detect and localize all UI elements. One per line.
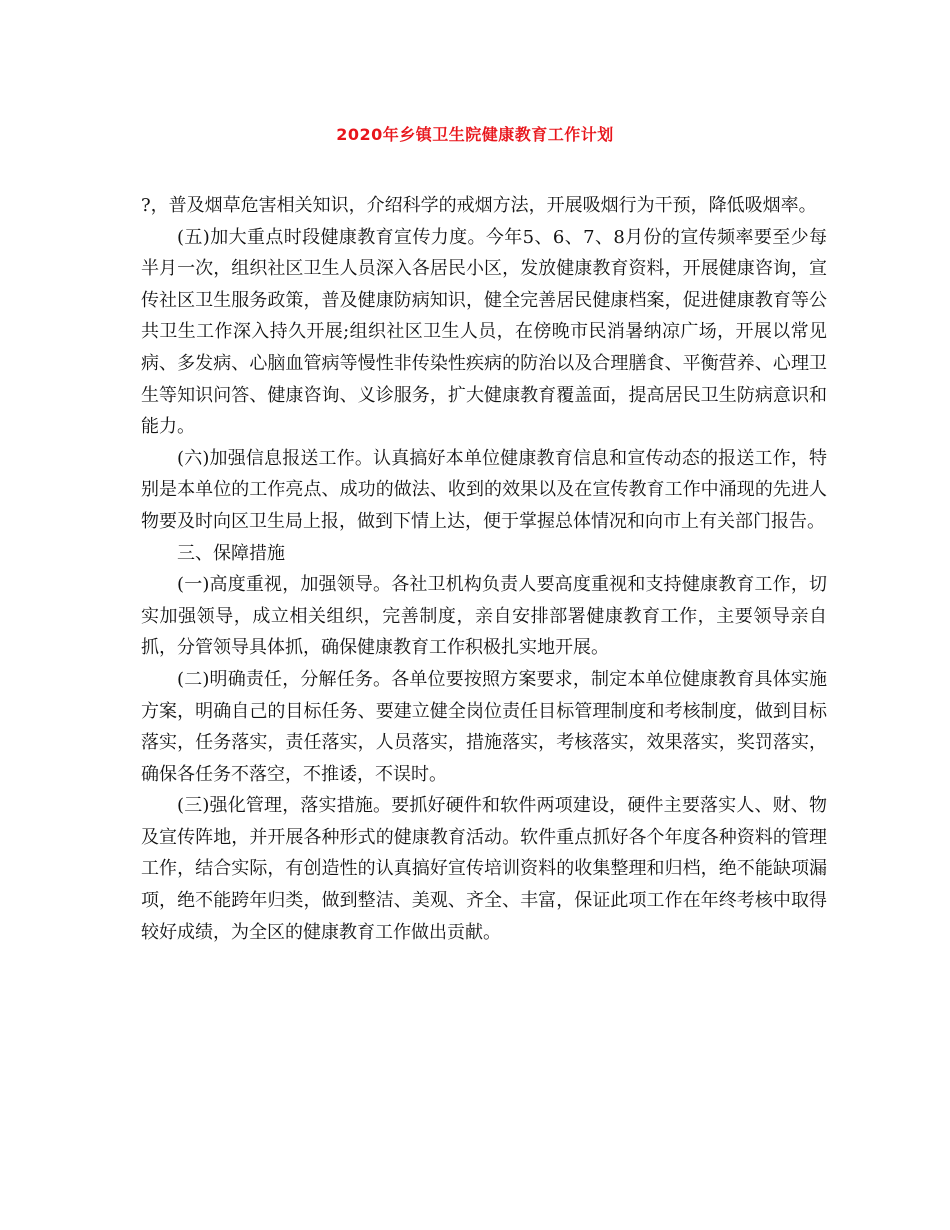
document-body [141, 190, 827, 948]
paragraph-information-reporting: (六)加强信息报送工作。认真搞好本单位健康教育信息和宣传动态的报送工作，特别是本单位的工作亮点、成功的做法、收到的效果以及在宣传教育工作中涌现的先进人物要及时向区卫生局上报，做到下情上达，便于掌握总体情况和向市上有关部门报告。 [141, 447, 827, 532]
section-heading-safeguards: 三、保障措施 [177, 542, 285, 564]
paragraph-management: (三)强化管理，落实措施。要抓好硬件和软件两项建设，硬件主要落实人、财、物及宣传阵地，并开展各种形式的健康教育活动。软件重点抓好各个年度各种资料的管理工作，结合实际，有创造性的认真搞好宣传培训资料的收集整理和归档，绝不能缺项漏项，绝不能跨年归类，做到整洁、美观、齐全、丰富，保证此项工作在年终考核中取得较好成绩，为全区的健康教育工作做出贡献。 [141, 795, 827, 943]
document-title: 2020年乡镇卫生院健康教育工作计划 [336, 125, 614, 144]
paragraph-smoking-continuation: ?，普及烟草危害相关知识，介绍科学的戒烟方法，开展吸烟行为干预，降低吸烟率。 [141, 195, 817, 216]
paragraph-key-period-publicity: (五)加大重点时段健康教育宣传力度。今年5、6、7、8月份的宣传频率要至少每半月一次，组织社区卫生人员深入各居民小区，发放健康教育资料，开展健康咨询，宣传社区卫生服务政策，普及健康防病知识，健全完善居民健康档案，促进健康教育等公共卫生工作深入持久开展;组织社区卫生人员，在傍晚市民消暑纳凉广场，开展以常见病、多发病、心脑血管病等慢性非传染性疾病的防治以及合理膳食、平衡营养、心理卫生等知识问答、健康咨询、义诊服务，扩大健康教育覆盖面，提高居民卫生防病意识和能力。 [141, 226, 827, 438]
paragraph-leadership: (一)高度重视，加强领导。各社卫机构负责人要高度重视和支持健康教育工作，切实加强领导，成立相关组织，完善制度，亲自安排部署健康教育工作，主要领导亲自抓，分管领导具体抓，确保健康教育工作积极扎实地开展。 [141, 574, 827, 659]
paragraph-responsibility: (二)明确责任，分解任务。各单位要按照方案要求，制定本单位健康教育具体实施方案，明确自己的目标任务、要建立健全岗位责任目标管理制度和考核制度，做到目标落实，任务落实，责任落实，人员落实，措施落实，考核落实，效果落实，奖罚落实，确保各任务不落空，不推诿，不误时。 [141, 668, 827, 785]
